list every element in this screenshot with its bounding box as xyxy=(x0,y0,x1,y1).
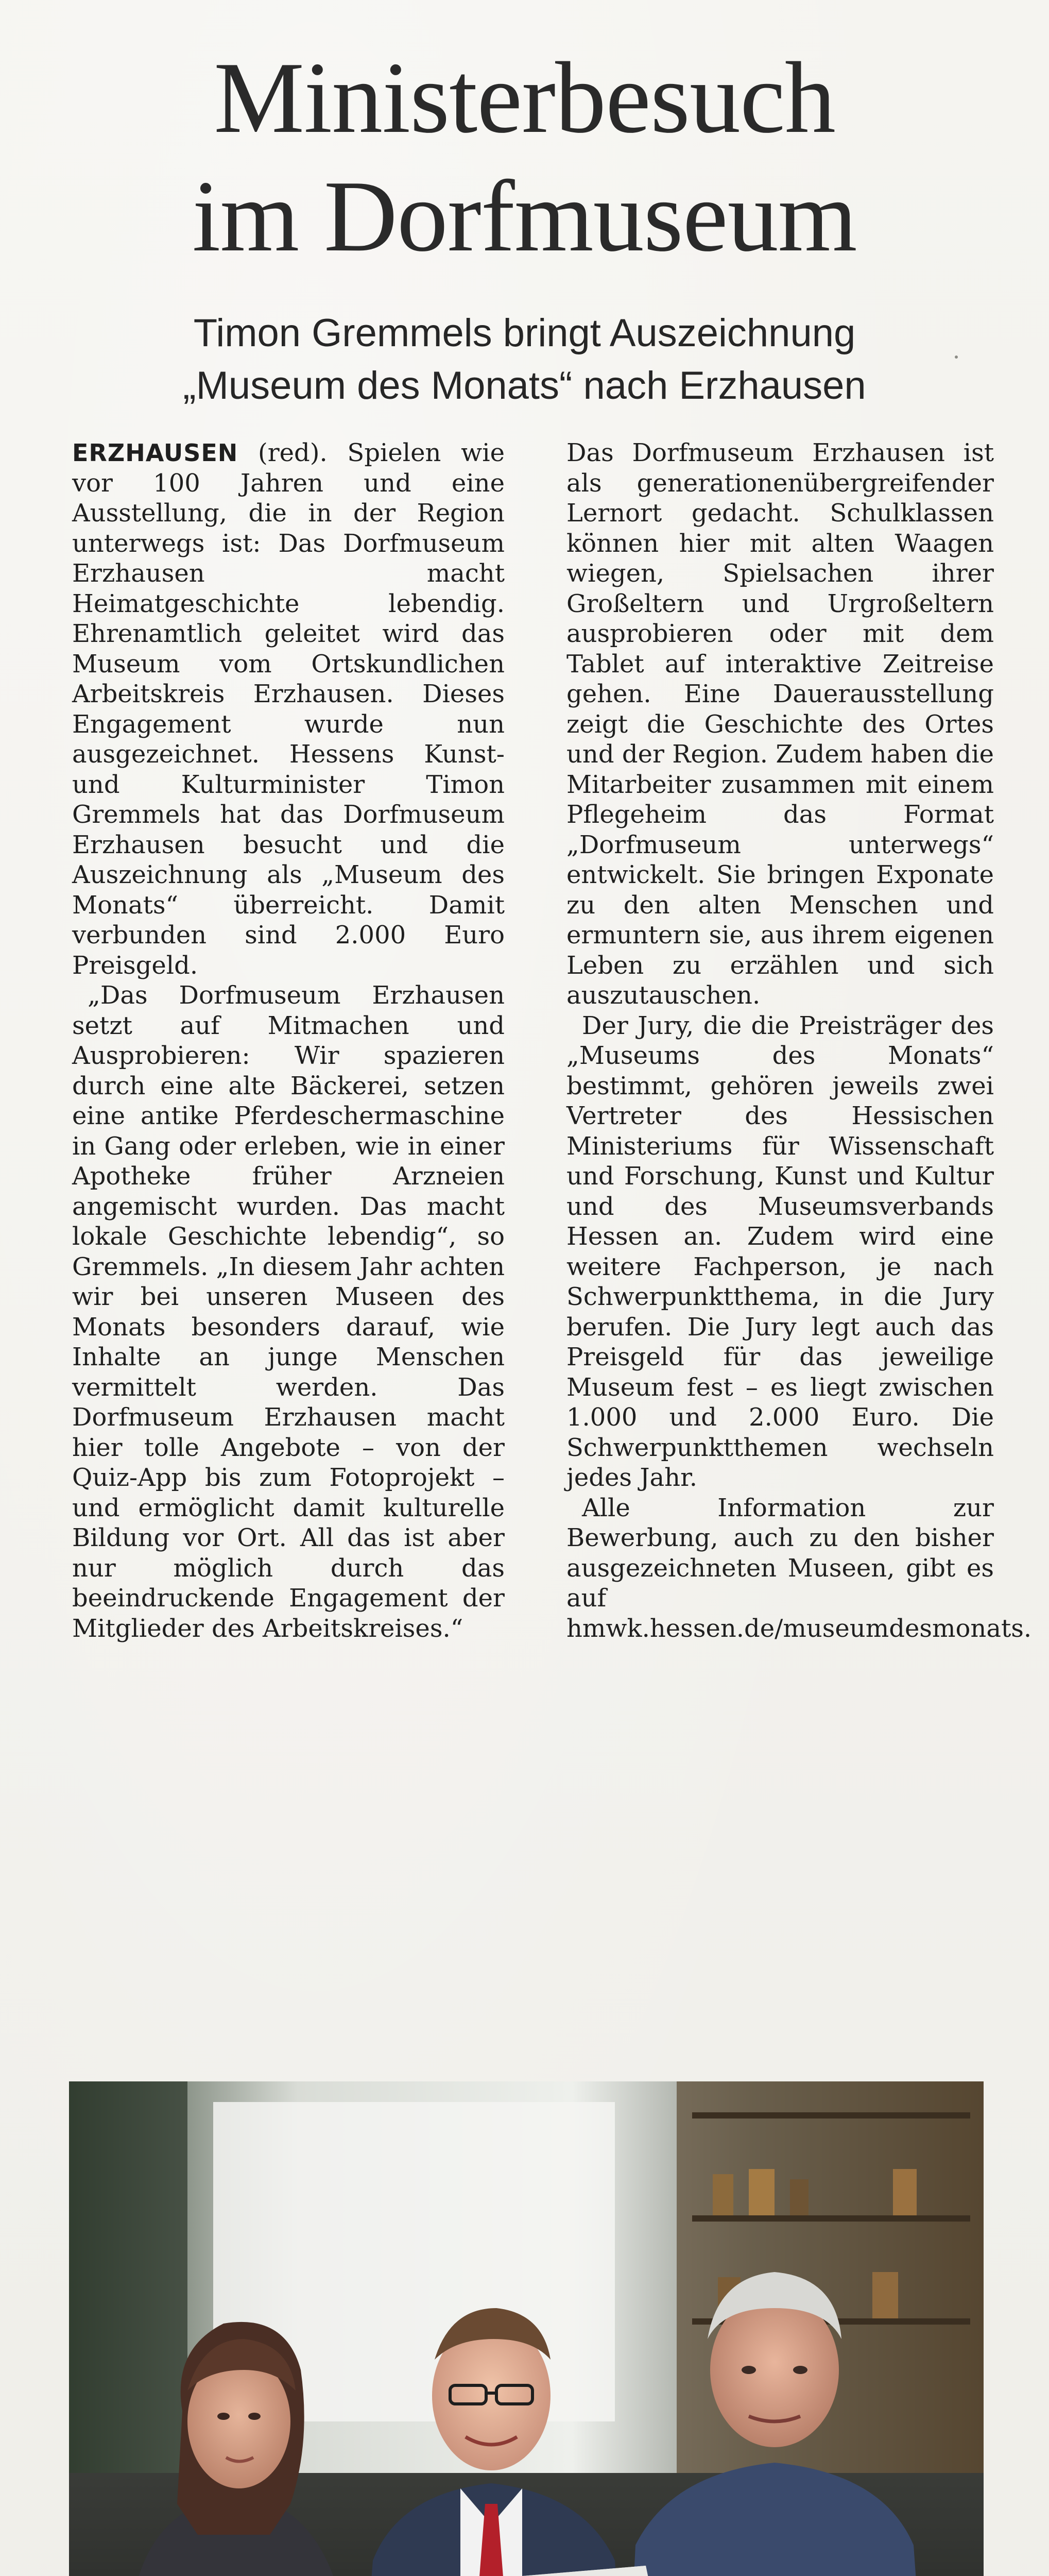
article-column-right xyxy=(566,438,1032,1643)
paragraph-text: (red). Spielen wie vor 100 Jahren und eine Ausstellung, die in der Region unterwegs ist: Das Dorfmuseum Erzhausen macht Heimatgeschichte lebendig. Ehrenamtlich geleitet wird das Museum vom Ortskundlichen Arbeitskreis Erzhausen. Dieses Engagement wurde nun ausgezeichnet. Hessens Kunst- und Kulturminister Timon Gremmels hat das Dorfmuseum Erzhausen besucht und die Auszeichnung als „Museum des Monats“ überreicht. Damit verbunden sind 2.000 Euro Preisgeld. xyxy=(72,438,505,980)
article-paragraph xyxy=(72,438,505,980)
subheadline-line-2: „Museum des Monats“ nach Erzhausen xyxy=(183,364,866,408)
article-photo xyxy=(69,2081,984,2576)
photo-illustration xyxy=(69,2081,984,2576)
article-column-left xyxy=(72,438,505,1643)
subheadline-line-1: Timon Gremmels bringt Auszeichnung xyxy=(193,311,856,355)
article-paragraph: „Das Dorfmuseum Erzhausen setzt auf Mitmachen und Ausprobieren: Wir spazieren durch eine alte Bäckerei, setzen eine antike Pferdeschermaschine in Gang oder erleben, wie in einer Apotheke früher Arzneien angemischt wurden. Das macht lokale Geschichte lebendig“, so Gremmels. „In diesem Jahr achten wir bei unseren Museen des Monats besonders darauf, wie Inhalte an junge Menschen vermittelt werden. Das Dorfmuseum Erzhausen macht hier tolle Angebote – von der Quiz-App bis zum Fotoprojekt – und ermöglicht damit kulturelle Bildung vor Ort. All das ist aber nur möglich durch das beeindruckende Engagement der Mitglieder des Arbeitskreises.“ xyxy=(72,981,505,1643)
article-paragraph: Alle Information zur Bewerbung, auch zu den bisher ausgezeichneten Museen, gibt es auf hmwk.hessen.de/museumdesmonats. xyxy=(566,1493,1032,1643)
headline-line-1: Ministerbesuch xyxy=(214,41,835,154)
paper-speck xyxy=(955,355,958,359)
headline-line-2: im Dorfmuseum xyxy=(192,160,857,273)
dateline: ERZHAUSEN xyxy=(72,439,238,467)
article-paragraph: Der Jury, die die Preisträger des „Museums des Monats“ bestimmt, gehören jeweils zwei Vertreter des Hessischen Ministeriums für Wissenschaft und Forschung, Kunst und Kultur und des Museumsverbands Hessen an. Zudem wird eine weitere Fachperson, je nach Schwerpunktthema, in die Jury berufen. Die Jury legt auch das Preisgeld für das jeweilige Museum fest – es liegt zwischen 1.000 und 2.000 Euro. Die Schwerpunktthemen wechseln jedes Jahr. xyxy=(566,1011,994,1492)
article-paragraph: Das Dorfmuseum Erzhausen ist als generationenübergreifender Lernort gedacht. Schulklassen können hier mit alten Waagen wiegen, Spielsachen ihrer Großeltern und Urgroßeltern ausprobieren oder mit dem Tablet auf interaktive Zeitreise gehen. Eine Dauerausstellung zeigt die Geschichte des Ortes und der Region. Zudem haben die Mitarbeiter zusammen mit einem Pflegeheim das Format „Dorfmuseum unterwegs“ entwickelt. Sie bringen Exponate zu den alten Menschen und ermuntern sie, aus ihrem eigenen Leben zu erzählen und sich auszutauschen. xyxy=(566,438,994,1010)
